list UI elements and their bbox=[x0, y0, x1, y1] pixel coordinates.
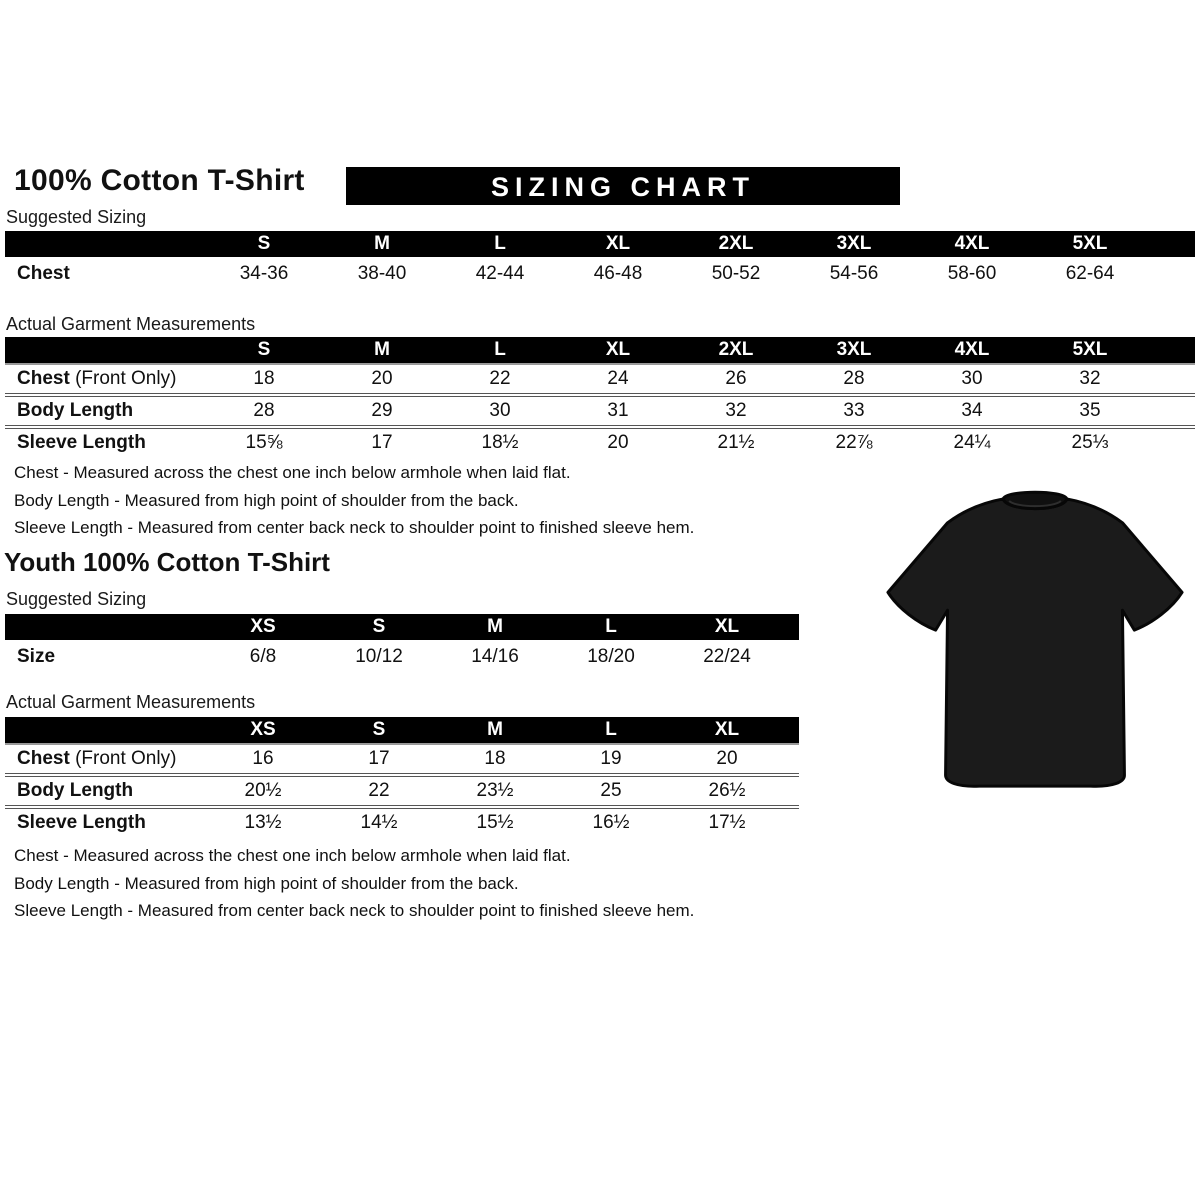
header-filler bbox=[1149, 337, 1195, 364]
measurement-value: 38-40 bbox=[357, 262, 407, 284]
size-column-header: M bbox=[323, 337, 441, 364]
size-header-row bbox=[5, 231, 1195, 257]
header-corner bbox=[5, 614, 205, 640]
note-chest: Chest - Measured across the chest one inch below armhole when laid flat. bbox=[14, 463, 571, 482]
size-column-header: 4XL bbox=[913, 337, 1031, 364]
size-column-header: XL bbox=[559, 337, 677, 364]
row-filler bbox=[785, 640, 799, 673]
row-label: Sleeve Length bbox=[17, 812, 146, 833]
row-filler bbox=[1149, 395, 1195, 427]
note-body-length: Body Length - Measured from high point of shoulder from the back. bbox=[14, 873, 519, 893]
size-column-header: 3XL bbox=[795, 337, 913, 364]
measurement-row bbox=[5, 364, 1195, 395]
size-column-header: L bbox=[441, 337, 559, 364]
measurement-value: 30 bbox=[961, 368, 983, 389]
measurement-value: 17½ bbox=[708, 812, 746, 833]
size-column-header: 2XL bbox=[677, 337, 795, 364]
adult-suggested-sizing-label: Suggested Sizing bbox=[6, 207, 147, 227]
measurement-value: 26½ bbox=[708, 780, 746, 801]
measurement-value: 30 bbox=[489, 400, 511, 421]
row-label: Body Length bbox=[17, 400, 134, 421]
row-filler bbox=[1149, 257, 1195, 290]
measurement-value: 18 bbox=[484, 748, 506, 769]
measurement-value: 46-48 bbox=[593, 262, 643, 284]
measurement-value: 22 bbox=[489, 368, 511, 389]
measurement-value: 17 bbox=[371, 432, 393, 453]
adult-suggested-sizing-table bbox=[5, 231, 1195, 290]
measurement-value: 19 bbox=[600, 748, 622, 769]
header-filler bbox=[1149, 231, 1195, 257]
measurement-value: 50-52 bbox=[711, 262, 761, 284]
size-column-header: M bbox=[323, 231, 441, 257]
measurement-value: 20 bbox=[716, 748, 738, 769]
measurement-value: 54-56 bbox=[829, 262, 879, 284]
measurement-value: 20 bbox=[371, 368, 393, 389]
measurement-value: 17 bbox=[368, 748, 390, 769]
note-sleeve-length: Sleeve Length - Measured from center back neck to shoulder point to finished sleeve hem. bbox=[14, 901, 695, 920]
row-label: Sleeve Length bbox=[17, 432, 146, 453]
header-corner bbox=[5, 337, 205, 364]
size-column-header: M bbox=[437, 717, 553, 744]
measurement-value: 24 bbox=[607, 368, 629, 389]
measurement-value: 18½ bbox=[481, 432, 519, 453]
measurement-value: 22 bbox=[368, 780, 390, 801]
measurement-value: 42-44 bbox=[475, 262, 525, 284]
row-label: Chest (Front Only) bbox=[17, 368, 177, 389]
size-column-header: 3XL bbox=[795, 231, 913, 257]
measurement-value: 10/12 bbox=[355, 645, 403, 667]
measurement-value: 26 bbox=[725, 368, 747, 389]
size-column-header: XL bbox=[669, 717, 785, 744]
size-column-header: 4XL bbox=[913, 231, 1031, 257]
size-column-header: S bbox=[205, 231, 323, 257]
row-label: Chest bbox=[17, 262, 70, 284]
size-column-header: L bbox=[553, 717, 669, 744]
size-column-header: L bbox=[553, 614, 669, 640]
measurement-value: 15½ bbox=[476, 812, 514, 833]
measurement-value: 32 bbox=[725, 400, 747, 421]
measurement-value: 28 bbox=[253, 400, 275, 421]
row-filler bbox=[785, 775, 799, 807]
youth-measurement-notes bbox=[14, 842, 694, 925]
youth-suggested-sizing-table bbox=[5, 614, 799, 673]
adult-title: 100% Cotton T-Shirt bbox=[14, 164, 305, 197]
header-filler bbox=[785, 717, 799, 744]
measurement-value: 22⅞ bbox=[835, 432, 873, 453]
measurement-value: 16 bbox=[252, 748, 274, 769]
note-body-length: Body Length - Measured from high point of shoulder from the back. bbox=[14, 490, 519, 510]
measurement-value: 16½ bbox=[592, 812, 630, 833]
youth-actual-measurements-table bbox=[5, 717, 799, 837]
measurement-value: 34-36 bbox=[239, 262, 289, 284]
measurement-value: 20 bbox=[607, 432, 629, 453]
note-sleeve-length: Sleeve Length - Measured from center back neck to shoulder point to finished sleeve hem. bbox=[14, 518, 695, 537]
measurement-value: 24¼ bbox=[953, 432, 991, 453]
youth-suggested-sizing-label: Suggested Sizing bbox=[6, 589, 147, 609]
row-filler bbox=[785, 744, 799, 775]
size-column-header: XL bbox=[559, 231, 677, 257]
row-filler bbox=[1149, 364, 1195, 395]
measurement-value: 28 bbox=[843, 368, 865, 389]
size-column-header: L bbox=[441, 231, 559, 257]
row-label: Chest (Front Only) bbox=[17, 748, 177, 769]
measurement-value: 58-60 bbox=[947, 262, 997, 284]
measurement-value: 14/16 bbox=[471, 645, 519, 667]
youth-title: Youth 100% Cotton T-Shirt bbox=[4, 547, 330, 577]
measurement-row bbox=[5, 395, 1195, 427]
size-column-header: S bbox=[321, 717, 437, 744]
sizing-chart-banner: SIZING CHART bbox=[346, 167, 900, 205]
size-column-header: XL bbox=[669, 614, 785, 640]
measurement-value: 25 bbox=[600, 780, 622, 801]
measurement-row bbox=[5, 640, 799, 673]
size-column-header: XS bbox=[205, 717, 321, 744]
measurement-value: 18/20 bbox=[587, 645, 635, 667]
measurement-value: 31 bbox=[607, 400, 629, 421]
measurement-value: 34 bbox=[961, 400, 983, 421]
measurement-value: 18 bbox=[253, 368, 275, 389]
measurement-value: 15⅝ bbox=[245, 432, 283, 453]
measurement-value: 29 bbox=[371, 400, 393, 421]
header-corner bbox=[5, 717, 205, 744]
row-label: Size bbox=[17, 645, 56, 667]
measurement-value: 62-64 bbox=[1065, 262, 1115, 284]
size-column-header: M bbox=[437, 614, 553, 640]
youth-actual-measurements-label: Actual Garment Measurements bbox=[6, 692, 256, 712]
measurement-value: 32 bbox=[1079, 368, 1101, 389]
size-header-row bbox=[5, 614, 799, 640]
measurement-value: 21½ bbox=[717, 432, 755, 453]
row-filler bbox=[1149, 427, 1195, 457]
measurement-row bbox=[5, 427, 1195, 457]
measurement-value: 20½ bbox=[244, 780, 282, 801]
measurement-row bbox=[5, 257, 1195, 290]
size-column-header: 5XL bbox=[1031, 337, 1149, 364]
measurement-value: 25⅓ bbox=[1071, 432, 1109, 453]
adult-measurement-notes bbox=[14, 459, 694, 542]
header-filler bbox=[785, 614, 799, 640]
adult-actual-measurements-table bbox=[5, 337, 1195, 457]
measurement-value: 22/24 bbox=[703, 645, 751, 667]
black-tshirt-image bbox=[876, 482, 1194, 812]
size-header-row bbox=[5, 717, 799, 744]
size-column-header: 5XL bbox=[1031, 231, 1149, 257]
size-column-header: XS bbox=[205, 614, 321, 640]
measurement-value: 13½ bbox=[244, 812, 282, 833]
note-chest: Chest - Measured across the chest one inch below armhole when laid flat. bbox=[14, 846, 571, 865]
measurement-row bbox=[5, 744, 799, 775]
size-column-header: S bbox=[205, 337, 323, 364]
measurement-value: 23½ bbox=[476, 780, 514, 801]
measurement-value: 35 bbox=[1079, 400, 1101, 421]
header-corner bbox=[5, 231, 205, 257]
measurement-value: 14½ bbox=[360, 812, 398, 833]
size-column-header: 2XL bbox=[677, 231, 795, 257]
measurement-row bbox=[5, 807, 799, 837]
size-column-header: S bbox=[321, 614, 437, 640]
adult-actual-measurements-label: Actual Garment Measurements bbox=[6, 314, 256, 334]
size-header-row bbox=[5, 337, 1195, 364]
row-filler bbox=[785, 807, 799, 837]
measurement-row bbox=[5, 775, 799, 807]
measurement-value: 33 bbox=[843, 400, 865, 421]
row-label: Body Length bbox=[17, 780, 134, 801]
measurement-value: 6/8 bbox=[249, 645, 277, 667]
